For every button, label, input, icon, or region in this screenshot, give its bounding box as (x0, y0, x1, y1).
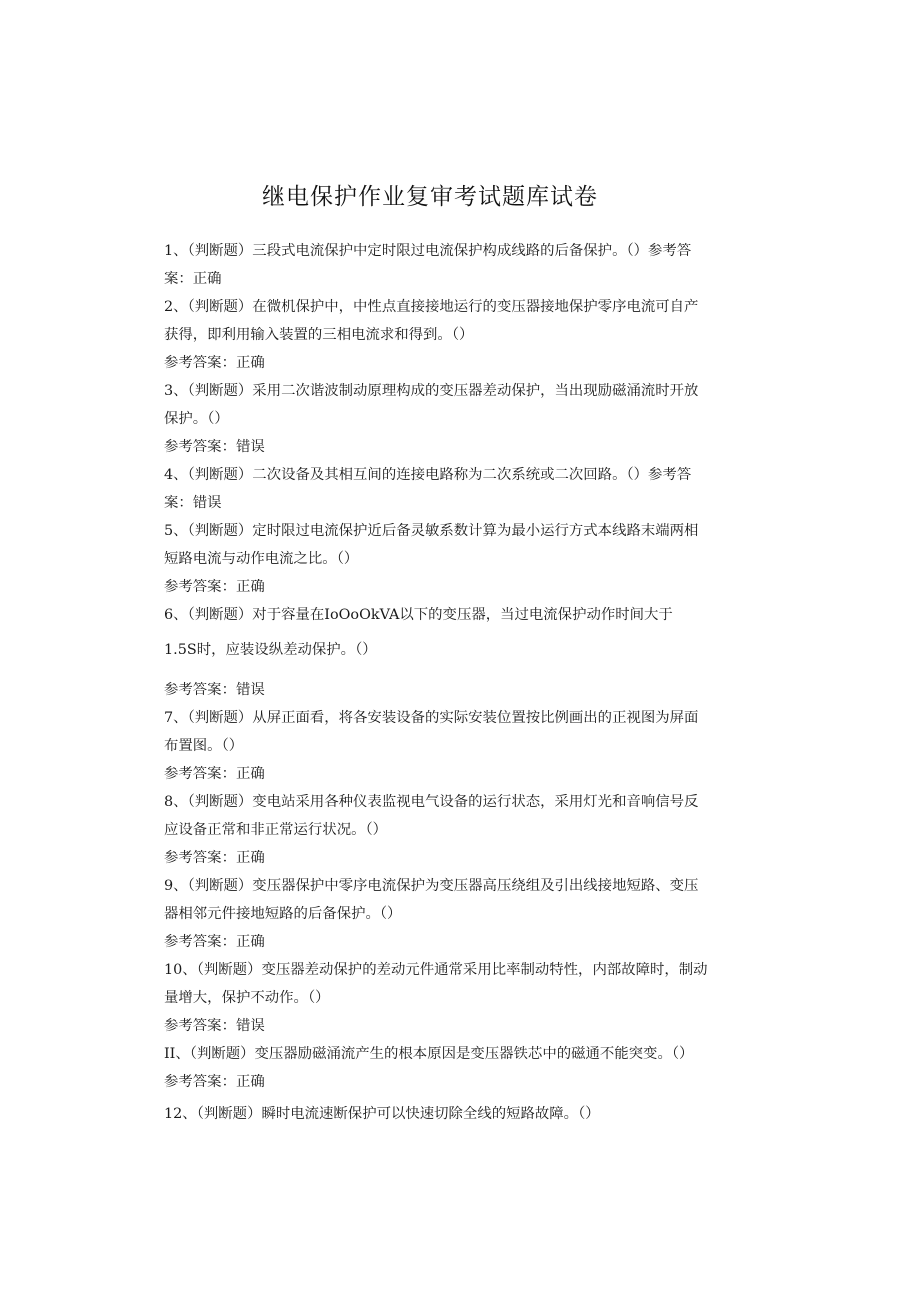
text-line: 10、（判断题）变压器差动保护的差动元件通常采用比率制动特性，内部故障时，制动 (164, 962, 708, 978)
text-line: 2、（判断题）在微机保护中，中性点直接接地运行的变压器接地保护零序电流可自产 (164, 299, 699, 315)
text-line: II、（判断题）变压器励磁涌流产生的根本原因是变压器铁芯中的磁通不能突变。（） (164, 1046, 694, 1062)
answer-line: 参考答案：正确 (164, 850, 265, 866)
text-line: 7、（判断题）从屏正面看，将各安装设备的实际安装位置按比例画出的正视图为屏面 (164, 710, 699, 726)
text-line: 9、（判断题）变压器保护中零序电流保护为变压器高压绕组及引出线接地短路、变压 (164, 878, 699, 894)
answer-line: 参考答案：错误 (164, 682, 265, 698)
text-line: 器相邻元件接地短路的后备保护。（） (164, 906, 402, 922)
text-line: 案：错误 (164, 495, 222, 511)
text-line: 5、（判断题）定时限过电流保护近后备灵敏系数计算为最小运行方式本线路末端两相 (164, 523, 699, 539)
text-line: 1、（判断题）三段式电流保护中定时限过电流保护构成线路的后备保护。（）参考答 (164, 243, 692, 259)
answer-line: 参考答案：正确 (164, 579, 265, 595)
text-line: 12、（判断题）瞬时电流速断保护可以快速切除全线的短路故障。（） (164, 1106, 600, 1122)
answer-line: 参考答案：正确 (164, 355, 265, 371)
text-line: 4、（判断题）二次设备及其相互间的连接电路称为二次系统或二次回路。（）参考答 (164, 467, 692, 483)
text-line: 布置图。（） (164, 738, 244, 754)
text-line: 应设备正常和非正常运行状况。（） (164, 822, 388, 838)
text-line: 案：正确 (164, 271, 222, 287)
answer-line: 参考答案：正确 (164, 766, 265, 782)
text-line: 保护。（） (164, 411, 229, 427)
page-title: 继电保护作业复审考试题库试卷 (262, 184, 598, 210)
text-line: 短路电流与动作电流之比。（） (164, 551, 359, 567)
answer-line: 参考答案：正确 (164, 934, 265, 950)
answer-line: 参考答案：错误 (164, 439, 265, 455)
text-line: 6、（判断题）对于容量在IoOoOkVA以下的变压器，当过电流保护动作时间大于 (164, 607, 673, 623)
question-list (164, 237, 748, 1128)
text-line: 获得，即利用输入装置的三相电流求和得到。（） (164, 327, 474, 343)
text-line: 8、（判断题）变电站采用各种仪表监视电气设备的运行状态，采用灯光和音响信号反 (164, 794, 699, 810)
answer-line: 参考答案：错误 (164, 1018, 265, 1034)
text-line: 3、（判断题）采用二次谐波制动原理构成的变压器差动保护，当出现励磁涌流时开放 (164, 383, 699, 399)
answer-line: 参考答案：正确 (164, 1074, 265, 1090)
text-line: 量增大，保护不动作。（） (164, 990, 330, 1006)
text-line: 1.5S时，应装设纵差动保护。（） (164, 642, 377, 658)
